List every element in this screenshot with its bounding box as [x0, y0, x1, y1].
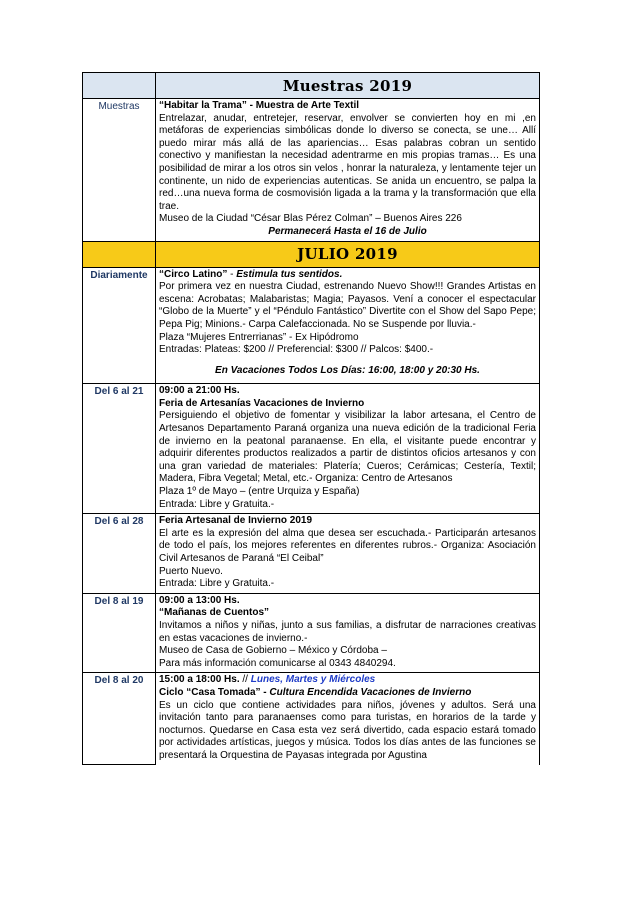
event-body: Por primera vez en nuestra Ciudad, estrenando Nuevo Show!!! Grandes Artistas en escena: Acrobatas; Malabaristas; Magia; Payasos. Vení a conocer el espectacular “Globo de la Muerte” y el “Péndulo Fantástico” Divertite con el Show del Sapo Pepe; Pepa Pig; Minions.- Carpa Calefaccionada. No se Suspende por lluvia.-: [159, 281, 536, 330]
table-row: [83, 99, 540, 242]
event-cell: [156, 99, 540, 242]
event-entry: Entrada: Libre y Gratuita.-: [159, 498, 275, 510]
event-title-line: [159, 269, 536, 282]
event-venue: Plaza 1º de Mayo – (entre Urquiza y España): [159, 486, 360, 498]
row-label: Del 6 al 21: [83, 384, 156, 514]
event-title: Feria Artesanal de Invierno 2019: [159, 515, 313, 527]
event-body: El arte es la expresión del alma que desea ser escuchada.- Participarán artesanos de todo el país, los mejores referentes en diferentes rubros.- Organiza: Asociación Civil Artesanos de Paraná “El Ceibal”: [159, 527, 536, 564]
event-prices: Entradas: Plateas: $200 // Preferencial: $300 // Palcos: $400.-: [159, 344, 434, 356]
event-time: 09:00 a 21:00 Hs.: [159, 385, 240, 397]
event-body: Es un ciclo que contiene actividades para niños, jóvenes y adultos. Será una invitación tanto para paranaenses como para turistas, en horarios de la tarde y nocturnos. Quedarse en Casa esta vez será divertido, cada espacio estará tomado por actividades artísticas, juegos y música. Todos los días antes de las funciones se presentará la Orquestina de Payasas integrada por Agustina: [159, 699, 536, 761]
event-days: Lunes, Martes y Miércoles: [250, 674, 376, 686]
row-label: Del 8 al 20: [83, 673, 156, 765]
event-title: “Mañanas de Cuentos”: [159, 607, 270, 619]
event-cell: [156, 514, 540, 594]
event-time: 15:00 a 18:00 Hs.: [159, 674, 240, 686]
event-time: 09:00 a 13:00 Hs.: [159, 594, 240, 606]
title-separator: -: [227, 268, 237, 280]
event-venue: Museo de la Ciudad “César Blas Pérez Colman” – Buenos Aires 226: [159, 213, 462, 225]
table-row: [83, 673, 540, 765]
event-schedule: En Vacaciones Todos Los Días: 16:00, 18:00 y 20:30 Hs.: [215, 364, 480, 376]
event-title: “Circo Latino”: [159, 268, 228, 280]
muestras-header: Muestras 2019: [156, 73, 540, 99]
event-entry: Entrada: Libre y Gratuita.-: [159, 578, 275, 590]
julio-header-row: [83, 241, 540, 267]
event-venue: Plaza “Mujeres Entrerrianas” - Ex Hipódromo: [159, 331, 359, 343]
agenda-table: [82, 72, 540, 765]
event-cell: [156, 673, 540, 765]
event-title: Feria de Artesanías Vacaciones de Invierno: [159, 397, 365, 409]
row-label: Del 6 al 28: [83, 514, 156, 594]
row-label: Diariamente: [83, 267, 156, 384]
event-info: Para más información comunicarse al 0343 4840294.: [159, 657, 396, 669]
time-separator: //: [239, 674, 251, 686]
event-title: Ciclo “Casa Tomada”: [159, 686, 261, 698]
event-subtitle: Estimula tus sentidos.: [236, 268, 343, 280]
julio-header: JULIO 2019: [156, 241, 540, 267]
table-row: [83, 593, 540, 673]
table-row: [83, 384, 540, 514]
event-cell: [156, 384, 540, 514]
event-until: Permanecerá Hasta el 16 de Julio: [268, 225, 427, 237]
event-title-line: [159, 687, 536, 700]
event-body: Entrelazar, anudar, entretejer, reservar, envolver se convierten hoy en mi ,en metáforas de experiencias simbólicas donde lo diverso se conecta, se une… Allí puedo mirar más allá de las apariencias… Esas palabras cobran un sentido conectivo y manifiestan la necesidad adentrarme en mis propias tramas… Es una posibilidad de mirar a los otros sin velos , honrar la naturaleza, y lentamente tejer un continente, un nido de experiencias autenticas. Se anida un encuentro, se palpa la red…una nueva forma de cosmovisión ligada a la trama y la transformación que ella trae.: [159, 112, 536, 212]
row-label: Muestras: [83, 99, 156, 242]
event-venue: Museo de Casa de Gobierno – México y Córdoba –: [159, 645, 387, 657]
muestras-header-row: [83, 73, 540, 99]
table-row: [83, 267, 540, 384]
event-cell: [156, 267, 540, 384]
event-title: “Habitar la Trama” - Muestra de Arte Textil: [159, 100, 360, 111]
event-time-line: [159, 674, 536, 687]
event-venue: Puerto Nuevo.: [159, 565, 223, 577]
event-cell: [156, 593, 540, 673]
event-body: Persiguiendo el objetivo de fomentar y visibilizar la labor artesana, el Centro de Artesanos Departamento Paraná organiza una nueva edición de la tradicional Feria de invierno en la peatonal paranaense. En ella, el visitante puede encontrar y adquirir diferentes productos realizados a partir de distintos oficios artesanos y con una gran variedad de materiales: Platería; Cueros; Cerámicas; Cestería, Textil; Madera, Fibra Vegetal; Metal, etc.- Organiza: Centro de Artesanos: [159, 410, 536, 485]
event-body: Invitamos a niños y niñas, junto a sus familias, a disfrutar de narraciones creativas en estas vacaciones de invierno.-: [159, 619, 536, 644]
agenda-page: [82, 72, 539, 765]
table-row: [83, 514, 540, 594]
row-label: Del 8 al 19: [83, 593, 156, 673]
title-separator: -: [260, 686, 270, 698]
event-subtitle: Cultura Encendida Vacaciones de Invierno: [269, 686, 472, 698]
